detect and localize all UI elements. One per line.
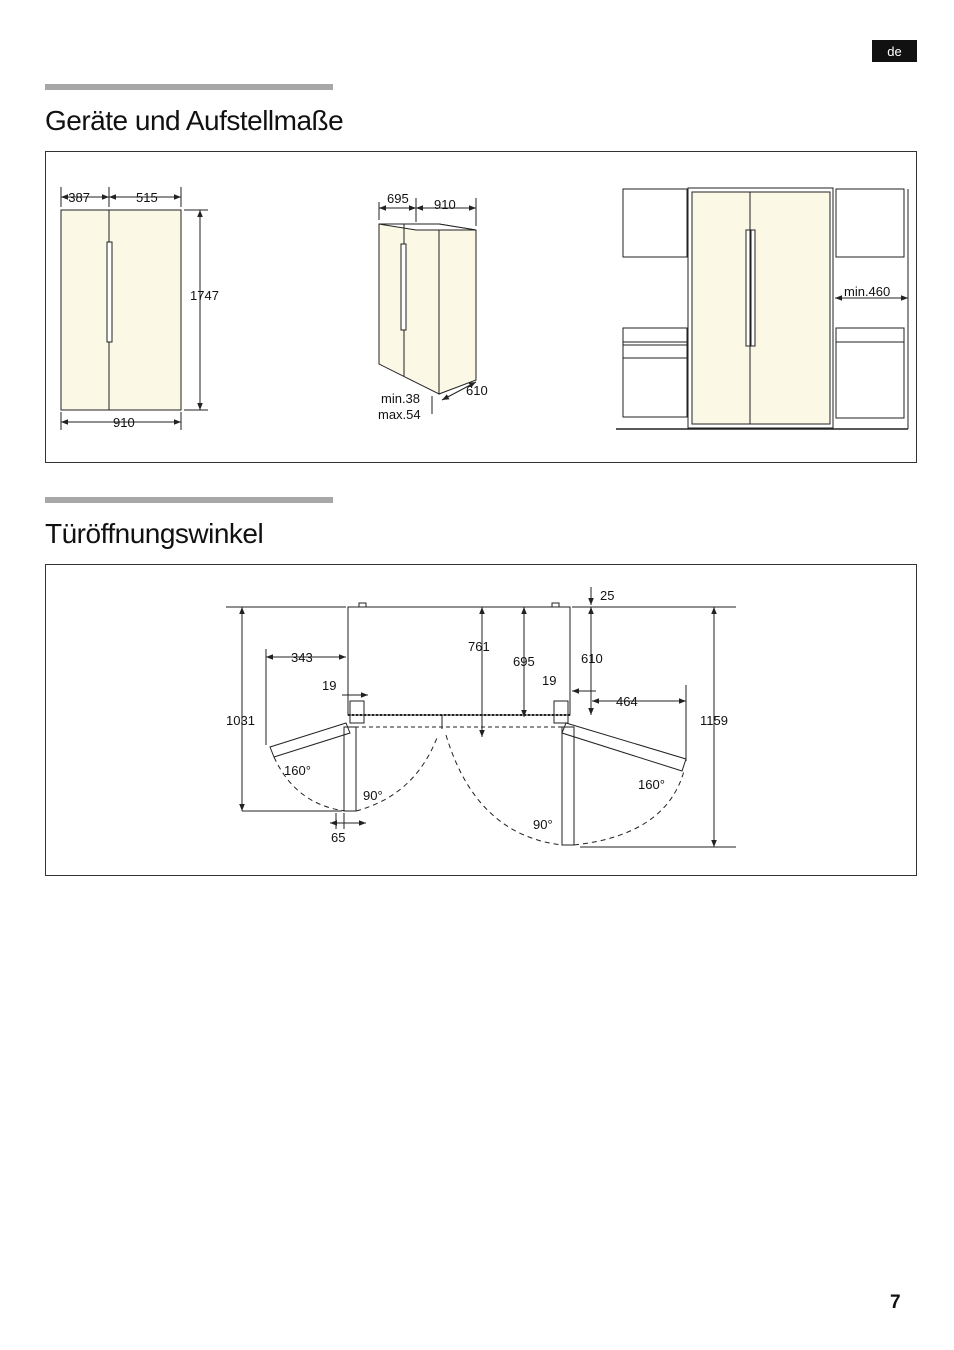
dim-910-front: 910: [113, 415, 135, 430]
front-view: [61, 187, 208, 430]
dim-19-right: 19: [542, 673, 557, 688]
angle-160-right: 160°: [638, 777, 665, 792]
dim-610: 610: [466, 383, 488, 398]
section-title-door-angle: Türöffnungswinkel: [45, 518, 264, 549]
section-divider: [45, 497, 333, 503]
door-angle-figure: [45, 564, 917, 876]
dimensions-drawing: [46, 152, 916, 462]
dim-1747: 1747: [190, 288, 219, 303]
dim-1031: 1031: [226, 713, 255, 728]
dim-max54: max.54: [378, 407, 421, 422]
dim-910-persp: 910: [434, 197, 456, 212]
door-angle-drawing: [46, 565, 916, 875]
dim-464: 464: [616, 694, 638, 709]
dim-min38: min.38: [381, 391, 421, 406]
dim-25: 25: [600, 588, 615, 603]
dim-761: 761: [468, 639, 490, 654]
dim-610: 610: [581, 651, 603, 666]
dim-695: 695: [387, 191, 409, 206]
dim-387: 387: [68, 190, 90, 205]
dim-19-left: 19: [322, 678, 337, 693]
angle-90-left: 90°: [363, 788, 383, 803]
dim-1159: 1159: [700, 713, 728, 728]
dim-65: 65: [331, 830, 346, 845]
dim-min460: min.460: [844, 284, 891, 299]
section-title-dimensions: Geräte und Aufstellmaße: [45, 105, 344, 136]
dim-695: 695: [513, 654, 535, 669]
angle-90-right: 90°: [533, 817, 553, 832]
dim-343: 343: [291, 650, 313, 665]
dimensions-figure: [45, 151, 917, 463]
installation-view: [616, 188, 908, 429]
angle-160-left: 160°: [284, 763, 311, 778]
section-divider: [45, 84, 333, 90]
language-badge: de: [872, 40, 917, 62]
perspective-view: [379, 198, 476, 414]
page-number: 7: [890, 1292, 901, 1313]
dim-515: 515: [136, 190, 158, 205]
